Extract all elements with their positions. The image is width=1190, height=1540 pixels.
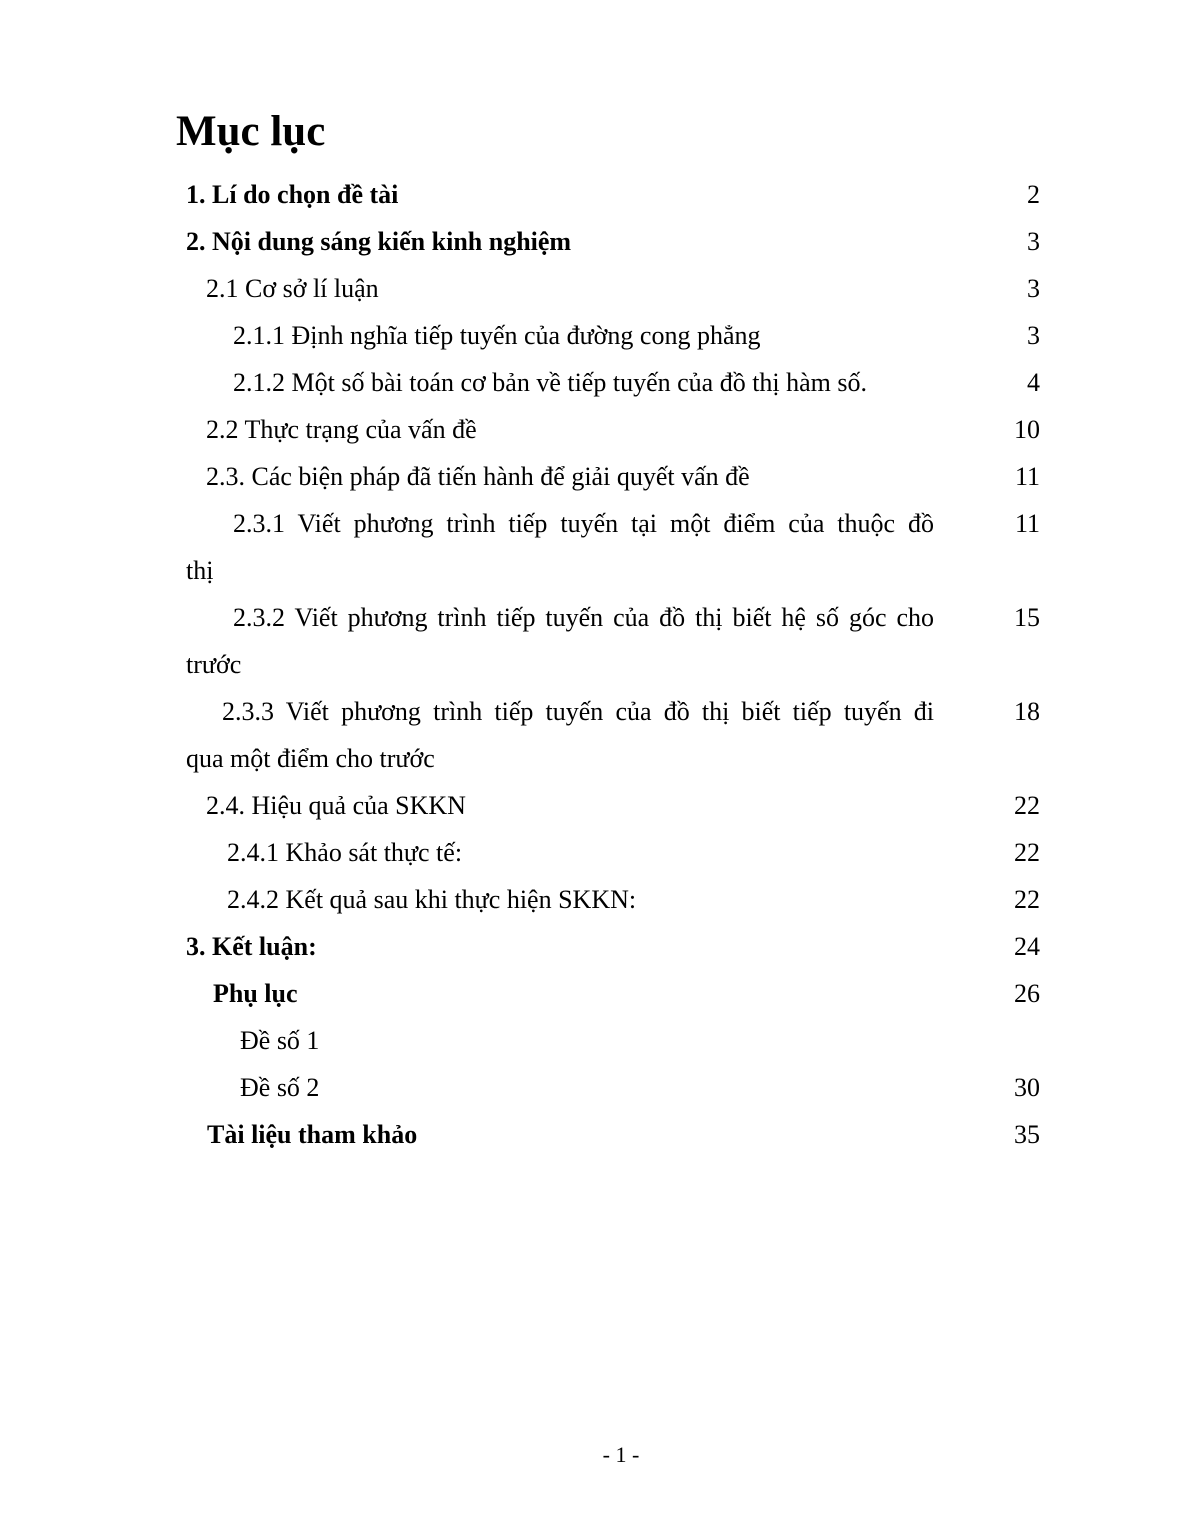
toc-entry-page: 22 — [1014, 791, 1040, 820]
toc-entry-title-continued: qua một điểm cho trước — [186, 744, 435, 773]
toc-entry-page: 11 — [1014, 509, 1040, 538]
toc-entry-page: 2 — [1027, 180, 1040, 209]
toc-entry-title-continued: trước — [186, 650, 242, 679]
toc-entry-title-continued: thị — [186, 556, 214, 585]
toc-entry-page: 22 — [1014, 838, 1040, 867]
toc-entry-page: 30 — [1014, 1073, 1040, 1102]
toc-entry-title: Tài liệu tham khảo — [207, 1120, 418, 1149]
page-number: - 1 - — [602, 1442, 640, 1467]
toc-entry-title: Đề số 2 — [240, 1073, 320, 1102]
toc-entry-page: 18 — [1014, 697, 1040, 726]
toc-entry-page: 3 — [1027, 274, 1040, 303]
toc-entry-page: 26 — [1014, 979, 1040, 1008]
toc-entry-title: 2.4.1 Khảo sát thực tế: — [227, 838, 463, 867]
toc-entry-page: 3 — [1027, 227, 1040, 256]
toc-entry-page: 4 — [1027, 368, 1040, 397]
toc-entry-page: 24 — [1014, 932, 1040, 961]
toc-entry-title: 2.4.2 Kết quả sau khi thực hiện SKKN: — [227, 885, 637, 914]
toc-entry-page: 11 — [1014, 462, 1040, 491]
toc-entry-page: 15 — [1014, 603, 1040, 632]
toc-entry-title: 2.1.2 Một số bài toán cơ bản về tiếp tuyến của đồ thị hàm số. — [233, 368, 868, 397]
toc-entry-title: 2. Nội dung sáng kiến kinh nghiệm — [186, 227, 572, 256]
page-title: Mục lục — [176, 108, 326, 155]
toc-entry-title: 2.3.1 Viết phương trình tiếp tuyến tại một điểm của thuộc đồ — [233, 509, 934, 538]
toc-entry-page: 22 — [1014, 885, 1040, 914]
toc-entry-title: 1. Lí do chọn đề tài — [186, 180, 399, 209]
toc-entry-page: 10 — [1014, 415, 1040, 444]
toc-entry-title: 2.1 Cơ sở lí luận — [206, 274, 379, 303]
toc-entry-page: 3 — [1027, 321, 1040, 350]
toc-entry-title: 3. Kết luận: — [186, 932, 317, 961]
toc-entry-title: 2.3.2 Viết phương trình tiếp tuyến của đồ thị biết hệ số góc cho — [233, 603, 934, 632]
toc-entry-page: 35 — [1014, 1120, 1040, 1149]
toc-entry-title: 2.3. Các biện pháp đã tiến hành để giải quyết vấn đề — [206, 462, 750, 491]
toc-entry-title: 2.1.1 Định nghĩa tiếp tuyến của đường cong phẳng — [233, 321, 761, 350]
toc-entry-title: 2.3.3 Viết phương trình tiếp tuyến của đồ thị biết tiếp tuyến đi — [222, 697, 934, 726]
toc-entry-title: Đề số 1 — [240, 1026, 320, 1055]
toc-entry-title: 2.2 Thực trạng của vấn đề — [206, 415, 477, 444]
toc-entry-title: 2.4. Hiệu quả của SKKN — [206, 791, 466, 820]
toc-entry-title: Phụ lục — [213, 979, 298, 1008]
